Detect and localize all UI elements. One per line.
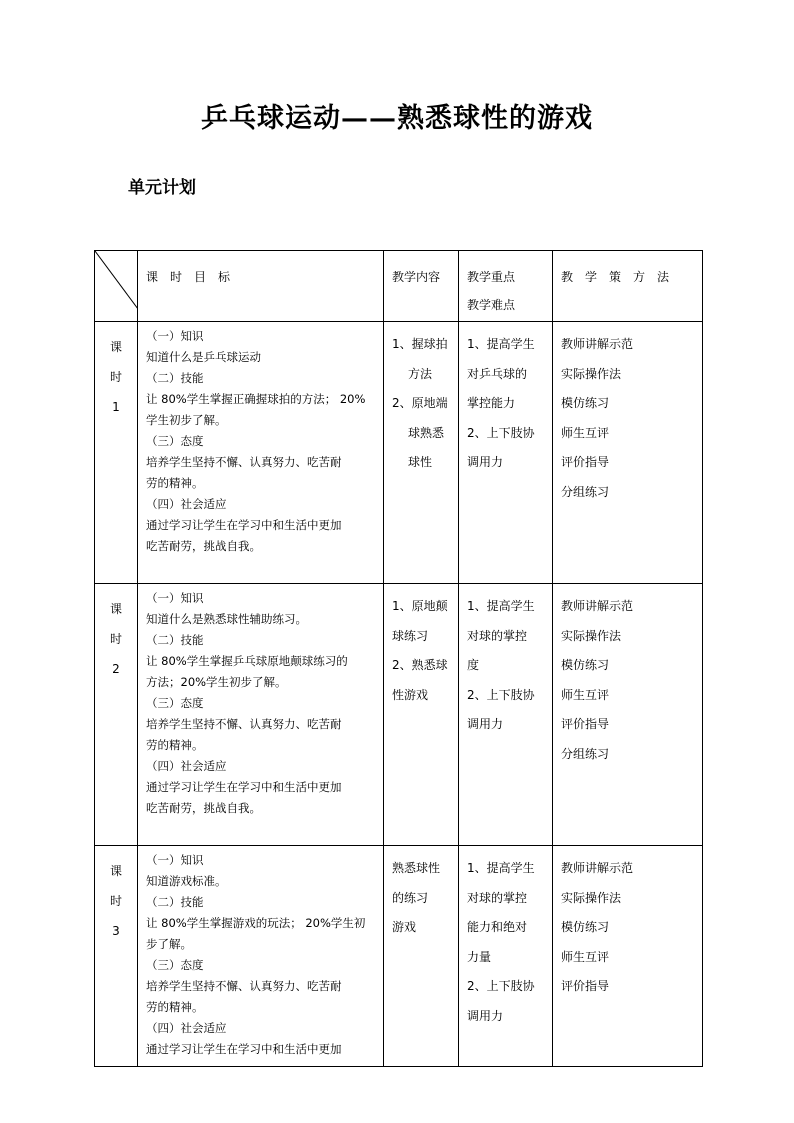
table-header-row — [95, 251, 703, 322]
lesson-goals-cell — [138, 846, 384, 1067]
lesson-label: 时 — [109, 632, 122, 646]
lesson-goals-cell — [138, 322, 384, 584]
goal-line: （一）知识 — [146, 591, 204, 605]
method-line: 评价指导 — [561, 979, 610, 993]
method-line: 模仿练习 — [561, 658, 610, 672]
key-point-line: 调用力 — [467, 1008, 504, 1023]
goal-line: 培养学生坚持不懈、认真努力、吃苦耐 — [146, 717, 342, 731]
key-point-line: 1、提高学生 — [467, 599, 535, 613]
goal-line: 培养学生坚持不懈、认真努力、吃苦耐 — [146, 455, 342, 469]
method-line: 模仿练习 — [561, 396, 610, 410]
method-line: 师生互评 — [561, 949, 610, 964]
goal-line: （三）态度 — [146, 434, 204, 448]
table-row — [95, 322, 703, 584]
key-point-line: 掌控能力 — [467, 396, 516, 410]
goal-line: 知道游戏标准。 — [146, 874, 227, 888]
goal-line: 让 80%学生掌握乒乓球原地颠球练习的 — [146, 654, 348, 668]
lesson-methods-cell — [553, 584, 703, 846]
goal-line: 步了解。 — [146, 937, 192, 951]
header-content — [384, 251, 459, 322]
goal-line: （二）技能 — [146, 895, 204, 909]
lesson-number: 3 — [112, 924, 120, 938]
goal-line: 让 80%学生掌握游戏的玩法； 20%学生初 — [146, 916, 366, 930]
lesson-label: 时 — [109, 370, 122, 384]
goal-line: 培养学生坚持不懈、认真努力、吃苦耐 — [146, 979, 342, 993]
goal-line: 吃苦耐劳，挑战自我。 — [146, 801, 261, 815]
method-line: 师生互评 — [561, 687, 610, 702]
goal-line: （一）知识 — [146, 853, 204, 867]
lesson-goals-cell — [138, 584, 384, 846]
key-point-line: 调用力 — [467, 455, 504, 469]
lesson-number: 1 — [112, 400, 120, 414]
goal-line: （四）社会适应 — [146, 759, 227, 773]
goal-line: 知道什么是乒乓球运动 — [146, 350, 261, 364]
header-methods — [553, 251, 703, 322]
goal-line: （三）态度 — [146, 696, 204, 710]
method-line: 教师讲解示范 — [561, 599, 634, 613]
goal-line: （二）技能 — [146, 633, 204, 647]
key-point-line: 1、提高学生 — [467, 861, 535, 875]
method-line: 模仿练习 — [561, 920, 610, 934]
unit-plan-table — [94, 250, 703, 1067]
goal-line: 劳的精神。 — [146, 1000, 204, 1014]
header-content-label: 教学内容 — [392, 270, 441, 284]
key-point-line: 对球的掌控 — [467, 628, 528, 643]
goal-line: 知道什么是熟悉球性辅助练习。 — [146, 612, 307, 626]
method-line: 教师讲解示范 — [561, 337, 634, 351]
key-point-line: 度 — [467, 658, 480, 672]
goal-line: （二）技能 — [146, 371, 204, 385]
goal-line: 学生初步了解。 — [146, 413, 227, 427]
lesson-methods-cell — [553, 846, 703, 1067]
lesson-label-cell — [95, 846, 138, 1067]
goal-line: （一）知识 — [146, 329, 204, 343]
header-key-label: 教学重点 — [467, 270, 516, 284]
lesson-label-cell — [95, 322, 138, 584]
method-line: 师生互评 — [561, 425, 610, 440]
goal-line: 方法；20%学生初步了解。 — [146, 675, 287, 689]
header-difficulty-label: 教学难点 — [467, 298, 516, 312]
method-line: 评价指导 — [561, 455, 610, 469]
lesson-methods-cell — [553, 322, 703, 584]
content-line: 2、原地端 — [392, 396, 448, 410]
method-line: 评价指导 — [561, 717, 610, 731]
lesson-label: 课 — [109, 340, 122, 354]
content-line: 球性 — [408, 455, 433, 469]
content-line: 1、握球拍 — [392, 337, 448, 351]
goal-line: 让 80%学生掌握正确握球拍的方法； 20% — [146, 392, 366, 406]
goal-line: 劳的精神。 — [146, 476, 204, 490]
content-line: 1、原地颠 — [392, 599, 448, 613]
document-title: 乒乓球运动——熟悉球性的游戏 — [201, 103, 593, 134]
content-line: 性游戏 — [392, 687, 429, 702]
header-goals-label: 课 时 目 标 — [146, 270, 231, 284]
key-point-line: 2、上下肢协 — [467, 687, 535, 702]
method-line: 分组练习 — [561, 746, 610, 761]
method-line: 分组练习 — [561, 484, 610, 499]
lesson-content-cell — [384, 322, 459, 584]
method-line: 实际操作法 — [561, 366, 622, 381]
section-subtitle: 单元计划 — [128, 178, 196, 198]
goal-line: 通过学习让学生在学习中和生活中更加 — [146, 1042, 342, 1056]
content-line: 方法 — [408, 366, 433, 381]
key-point-line: 对球的掌控 — [467, 890, 528, 905]
diagonal-header-cell — [95, 251, 138, 322]
lesson-label: 时 — [109, 894, 122, 908]
content-line: 球熟悉 — [408, 425, 445, 440]
goal-line: （三）态度 — [146, 958, 204, 972]
method-line: 实际操作法 — [561, 628, 622, 643]
content-line: 2、熟悉球 — [392, 658, 448, 672]
key-point-line: 2、上下肢协 — [467, 979, 535, 993]
goal-line: 通过学习让学生在学习中和生活中更加 — [146, 518, 342, 532]
goal-line: （四）社会适应 — [146, 497, 227, 511]
key-point-line: 对乒乓球的 — [467, 366, 528, 381]
goal-line: 吃苦耐劳，挑战自我。 — [146, 539, 261, 553]
header-goals — [138, 251, 384, 322]
table-row — [95, 846, 703, 1067]
key-point-line: 能力和绝对 — [467, 920, 528, 934]
key-point-line: 2、上下肢协 — [467, 425, 535, 440]
key-point-line: 调用力 — [467, 717, 504, 731]
lesson-label-cell — [95, 584, 138, 846]
content-line: 球练习 — [392, 628, 429, 643]
lesson-key-points-cell — [459, 322, 553, 584]
content-line: 游戏 — [392, 920, 417, 934]
lesson-key-points-cell — [459, 846, 553, 1067]
goal-line: 通过学习让学生在学习中和生活中更加 — [146, 780, 342, 794]
method-line: 教师讲解示范 — [561, 861, 634, 875]
content-line: 熟悉球性 — [392, 861, 441, 875]
lesson-number: 2 — [112, 662, 120, 676]
goal-line: 劳的精神。 — [146, 738, 204, 752]
method-line: 实际操作法 — [561, 890, 622, 905]
lesson-content-cell — [384, 584, 459, 846]
header-key-points — [459, 251, 553, 322]
header-methods-label: 教 学 策 方 法 — [561, 270, 670, 284]
lesson-label: 课 — [109, 602, 122, 616]
table-row — [95, 584, 703, 846]
key-point-line: 1、提高学生 — [467, 337, 535, 351]
lesson-key-points-cell — [459, 584, 553, 846]
key-point-line: 力量 — [467, 949, 492, 964]
lesson-label: 课 — [109, 864, 122, 878]
diagonal-line — [95, 251, 138, 309]
goal-line: （四）社会适应 — [146, 1021, 227, 1035]
content-line: 的练习 — [392, 890, 429, 905]
lesson-content-cell — [384, 846, 459, 1067]
